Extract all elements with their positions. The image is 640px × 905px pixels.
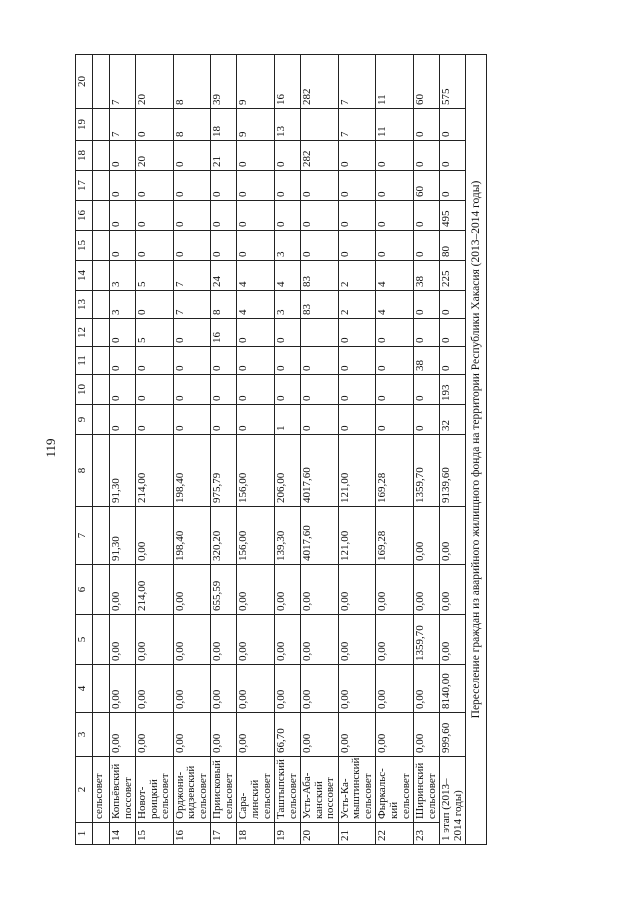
table-row-cell: 0 [414,375,440,405]
table-row-cell: 0 [275,141,301,171]
table-row-cell: 0 [338,201,376,231]
table-row-cell: 0,00 [136,615,174,665]
table-row-cell: 0,00 [173,615,211,665]
table-row-cell: 655,59 [211,565,237,615]
table-row-cell: 0 [211,231,237,261]
table-row-cell: 0 [173,405,211,435]
header-row-cell: 8 [76,435,93,507]
header-row-cell: 5 [76,615,93,665]
table-row-cell: 1359,70 [414,435,440,507]
table-row-cell: 0,00 [211,713,237,757]
table-row-cell: 0,00 [376,615,414,665]
table-row-cell: 0 [173,201,211,231]
continuation-row-cell [93,615,110,665]
table-row-cell: 4 [237,261,275,291]
table-row-cell: 0 [376,201,414,231]
table-row-cell: 0,00 [110,565,136,615]
table-row-cell: 16 [211,319,237,347]
table-row-cell: 121,00 [338,507,376,565]
continuation-row-cell [93,319,110,347]
table-row-cell: 22 [376,823,414,845]
table-row-cell: 0 [275,375,301,405]
table-row-cell: 0 [414,201,440,231]
table-row-cell: 0,00 [173,565,211,615]
table-row-cell: 0 [211,347,237,375]
table-row-cell: 0,00 [173,665,211,713]
table-row-cell: 13 [275,109,301,141]
table-row-cell: 0 [211,405,237,435]
rotated-table-container [75,55,561,845]
table-row-cell: 0 [173,141,211,171]
total-cell: 0 [440,319,466,347]
continuation-row-cell [93,55,110,109]
continuation-row-cell [93,171,110,201]
table-row-cell: 0 [338,405,376,435]
table-row-cell: 0 [301,231,339,261]
table-row-cell: 0 [136,231,174,261]
table-row-cell: 7 [110,55,136,109]
header-row-cell: 18 [76,141,93,171]
table-row-cell: 0,00 [110,713,136,757]
table-row-cell: 0,00 [376,565,414,615]
continuation-row-cell [93,291,110,319]
table-row-cell [301,109,339,141]
header-row-cell: 13 [76,291,93,319]
table-row-cell: 0,00 [301,665,339,713]
table-row-cell: 0 [338,171,376,201]
table-row-cell: 0,00 [136,713,174,757]
table-row-cell: 0 [414,109,440,141]
continuation-row-cell [93,201,110,231]
table-row-cell: 0,00 [110,665,136,713]
table-row-cell: 9 [237,109,275,141]
table-row-cell: 0,00 [237,565,275,615]
table-row-cell: 0 [136,171,174,201]
table-row-cell: 0,00 [376,665,414,713]
table-row-cell: 5 [136,261,174,291]
table-row-cell: 0 [211,201,237,231]
table-row-cell: 0 [376,319,414,347]
table-row-cell: 0,00 [211,615,237,665]
continuation-row-cell [93,405,110,435]
table-row-cell: 4017,60 [301,507,339,565]
table-row-cell: 0 [173,319,211,347]
table-row-cell: 0 [237,375,275,405]
table-row-cell: 156,00 [237,435,275,507]
table-row-cell: 0 [414,291,440,319]
table-row-cell: 21 [338,823,376,845]
table-row-cell: 0 [338,319,376,347]
table-row-cell: 7 [110,109,136,141]
table-row-cell: 0 [376,405,414,435]
table-row-cell: 0 [414,405,440,435]
table-row-cell: 0,00 [275,615,301,665]
table-row-cell [301,319,339,347]
table-row-cell: Копьёвский поссовет [110,757,136,823]
table-row-cell: 0,00 [211,665,237,713]
table-row-cell: 0 [376,141,414,171]
table-row-cell: 0 [237,201,275,231]
table-row-cell: 0 [136,291,174,319]
table-row-cell: 91,30 [110,507,136,565]
table-row-cell: 38 [414,347,440,375]
header-row-cell: 12 [76,319,93,347]
table-row-cell: 0 [173,171,211,201]
table-row-cell: 83 [301,291,339,319]
total-cell: 0 [440,171,466,201]
table-row-cell: 0 [173,347,211,375]
table-row-cell: 0 [136,347,174,375]
table-row-cell: 214,00 [136,435,174,507]
table-row-cell: Фыркальс-кий сельсовет [376,757,414,823]
table-row-cell: 16 [275,55,301,109]
table-row-cell: 0 [414,141,440,171]
table-row-cell: 0,00 [275,565,301,615]
header-row-cell: 1 [76,823,93,845]
table-row-cell: 0,00 [301,565,339,615]
table-row-cell: 0,00 [275,665,301,713]
header-row-cell: 3 [76,713,93,757]
table-row-cell: 3 [275,231,301,261]
header-row-cell: 19 [76,109,93,141]
continuation-row-cell [93,507,110,565]
table-row-cell: 282 [301,55,339,109]
page-number: 119 [43,438,58,458]
table-row-cell: 0 [110,201,136,231]
table-row-cell: 4017,60 [301,435,339,507]
table-row-cell: 7 [173,261,211,291]
table-row-cell: 19 [275,823,301,845]
continuation-row-cell [93,141,110,171]
table-row-cell: 0 [237,405,275,435]
table-row-cell: 5 [136,319,174,347]
total-cell: 8140,00 [440,665,466,713]
table-row-cell: 975,79 [211,435,237,507]
table-row-cell: Новот-роицкий сельсовет [136,757,174,823]
table-row-cell: 0 [110,231,136,261]
table-row-cell: 0 [275,201,301,231]
table-row [301,55,339,845]
table-row-cell: 0,00 [414,665,440,713]
table-row-cell: 0 [338,141,376,171]
header-row-cell: 15 [76,231,93,261]
table-row-cell: 2 [338,261,376,291]
table-row-cell: Сара-линский сельсовет [237,757,275,823]
total-cell: 0,00 [440,507,466,565]
total-cell: 575 [440,55,466,109]
table-row-cell: 0 [110,141,136,171]
table-row-cell: 0 [211,375,237,405]
table-row-cell: 0 [110,171,136,201]
table-row-cell: 23 [414,823,440,845]
table-row-cell: 0,00 [376,713,414,757]
table-row-cell: Таштыпский сельсовет [275,757,301,823]
continuation-row-cell [93,565,110,615]
header-row-cell: 17 [76,171,93,201]
continuation-row-cell: сельсовет [93,757,110,823]
table-row-cell: 0 [275,347,301,375]
header-row-cell: 4 [76,665,93,713]
table-row-cell: 0 [301,171,339,201]
table-row-cell: 18 [237,823,275,845]
table-row-cell: 0 [136,405,174,435]
table-row-cell: 39 [211,55,237,109]
table-row-cell: 16 [173,823,211,845]
total-cell: 80 [440,231,466,261]
table-row-cell: 169,28 [376,435,414,507]
table-row-cell: 0 [376,375,414,405]
table-row-cell: 0,00 [414,507,440,565]
header-row-cell: 16 [76,201,93,231]
table-row [110,55,136,845]
total-cell: 495 [440,201,466,231]
table-row [237,55,275,845]
table-row-cell: 320,20 [211,507,237,565]
table-row-cell: 0 [275,171,301,201]
table-row-cell: 0,00 [301,713,339,757]
table-row-cell: 0 [414,231,440,261]
table-row-cell: 3 [110,291,136,319]
table-row-cell: 0 [376,231,414,261]
table-row-cell: Усть-Аба-канский поссовет [301,757,339,823]
table-row-cell: 60 [414,55,440,109]
table-row-cell: 0,00 [136,665,174,713]
table-row-cell: Ширинский сельсовет [414,757,440,823]
continuation-row-cell [93,231,110,261]
total-cell: 1 этап (2013–2014 годы) [440,757,466,845]
table-row-cell: 0 [173,231,211,261]
table-row-cell: 0 [301,375,339,405]
table-row-cell: 21 [211,141,237,171]
table-row-cell: 0 [275,319,301,347]
table-row-cell: 17 [211,823,237,845]
table-row-cell: 18 [211,109,237,141]
table-row-cell: 0 [301,201,339,231]
total-cell: 0 [440,109,466,141]
total-cell: 32 [440,405,466,435]
header-row [76,55,93,845]
table-row [173,55,211,845]
continuation-row-cell [93,261,110,291]
table-row-cell: 0,00 [338,713,376,757]
table-row-cell: 0,00 [136,507,174,565]
table-row-cell: 198,40 [173,507,211,565]
table-row-cell: 14 [110,823,136,845]
table-row-cell: 3 [110,261,136,291]
table-row-cell: 9 [237,55,275,109]
table-row-cell: 214,00 [136,565,174,615]
header-row-cell: 14 [76,261,93,291]
total-cell: 225 [440,261,466,291]
table-row-cell: 15 [136,823,174,845]
total-cell: 0 [440,291,466,319]
table-row-cell: 4 [376,261,414,291]
table-row-cell: 7 [338,55,376,109]
table-row-cell: 0 [237,231,275,261]
table-row-cell: 3 [275,291,301,319]
total-cell: 0 [440,347,466,375]
continuation-row-cell [93,823,110,845]
table-row-cell: 0 [110,347,136,375]
table-row-cell: Усть-Ка-мыштинский сельсовет [338,757,376,823]
table-row-cell: 91,30 [110,435,136,507]
table-row-cell: 121,00 [338,435,376,507]
total-cell: 0,00 [440,615,466,665]
table-row-cell: 0,00 [338,665,376,713]
table-row-cell: 2 [338,291,376,319]
table-row-cell: Приисковый сельсовет [211,757,237,823]
table-row-cell: 0 [237,141,275,171]
table-row-cell: 0,00 [414,565,440,615]
table-row-cell: 0,00 [414,713,440,757]
table-row-cell: 0,00 [110,615,136,665]
header-row-cell: 20 [76,55,93,109]
table-row-cell: 0 [136,109,174,141]
continuation-row-cell [93,109,110,141]
continuation-row-cell [93,375,110,405]
header-row-cell: 7 [76,507,93,565]
table-row-cell: 139,30 [275,507,301,565]
table-row [136,55,174,845]
total-cell: 193 [440,375,466,405]
table-row-cell: 7 [338,109,376,141]
table-row [211,55,237,845]
table-row-cell: 7 [173,291,211,319]
table-row-cell: 0 [110,319,136,347]
table-row-cell: 83 [301,261,339,291]
continuation-row-cell [93,713,110,757]
table-row-cell: 282 [301,141,339,171]
table-row-cell: 4 [237,291,275,319]
footer-row [466,55,487,845]
table-row [414,55,440,845]
table-row-cell: 0 [376,347,414,375]
table-footer-caption: Переселение граждан из аварийного жилищного фонда на территории Республики Хакасия (2013–2014 годы) [466,55,487,845]
table-row-cell: 156,00 [237,507,275,565]
table-row-cell: 0,00 [237,713,275,757]
table-row-cell: 0,00 [173,713,211,757]
table-row-cell: 0 [237,319,275,347]
table-row-cell: 0 [338,375,376,405]
header-row-cell: 6 [76,565,93,615]
table-row-cell: 206,00 [275,435,301,507]
table-row-cell: 24 [211,261,237,291]
table-row-cell: 0 [136,375,174,405]
total-cell: 0,00 [440,565,466,615]
table-row-cell: 20 [301,823,339,845]
table-row-cell: 4 [376,291,414,319]
total-row [440,55,466,845]
table-row-cell: 8 [173,55,211,109]
header-row-cell: 10 [76,375,93,405]
table-row-cell: 0 [376,171,414,201]
table-row [338,55,376,845]
header-row-cell: 9 [76,405,93,435]
table-row-cell: 4 [275,261,301,291]
table-row-cell: 8 [211,291,237,319]
table-row [275,55,301,845]
table-row-cell: 0 [237,171,275,201]
table-row-cell: 0 [110,375,136,405]
table-row-cell: 11 [376,109,414,141]
table-row-cell: 0 [173,375,211,405]
table-row-cell: 0 [338,231,376,261]
table-row-cell: 11 [376,55,414,109]
table-row-cell: 0 [110,405,136,435]
table-row-cell: 20 [136,141,174,171]
total-cell: 9139,60 [440,435,466,507]
header-row-cell: 11 [76,347,93,375]
table-row-cell: 0 [237,347,275,375]
table-row-cell: 38 [414,261,440,291]
table-row-cell: Орджони-кидзевский сельсовет [173,757,211,823]
continuation-row-cell [93,435,110,507]
table-row-cell: 0,00 [338,565,376,615]
table-row-cell: 66,70 [275,713,301,757]
table-row-cell: 0,00 [237,665,275,713]
total-cell: 999,60 [440,713,466,757]
table-row-cell: 0,00 [301,615,339,665]
table-row-cell: 198,40 [173,435,211,507]
table-row-cell: 0 [414,319,440,347]
table-row-cell: 0 [301,405,339,435]
table-row-cell: 1359,70 [414,615,440,665]
table-row-cell: 1 [275,405,301,435]
table-row-cell: 0 [338,347,376,375]
continuation-row-cell [93,665,110,713]
table-row-cell: 169,28 [376,507,414,565]
table-row-cell: 20 [136,55,174,109]
table-row-cell: 0,00 [237,615,275,665]
total-cell: 0 [440,141,466,171]
table-row [376,55,414,845]
table-row-cell: 0 [136,201,174,231]
table-row-cell: 0 [211,171,237,201]
relocation-table [75,54,487,845]
header-row-cell: 2 [76,757,93,823]
table-row-cell: 0 [301,347,339,375]
table-row-cell: 60 [414,171,440,201]
table-row-cell: 8 [173,109,211,141]
table-row-cell: 0,00 [338,615,376,665]
continuation-row-cell [93,347,110,375]
continuation-row [93,55,110,845]
